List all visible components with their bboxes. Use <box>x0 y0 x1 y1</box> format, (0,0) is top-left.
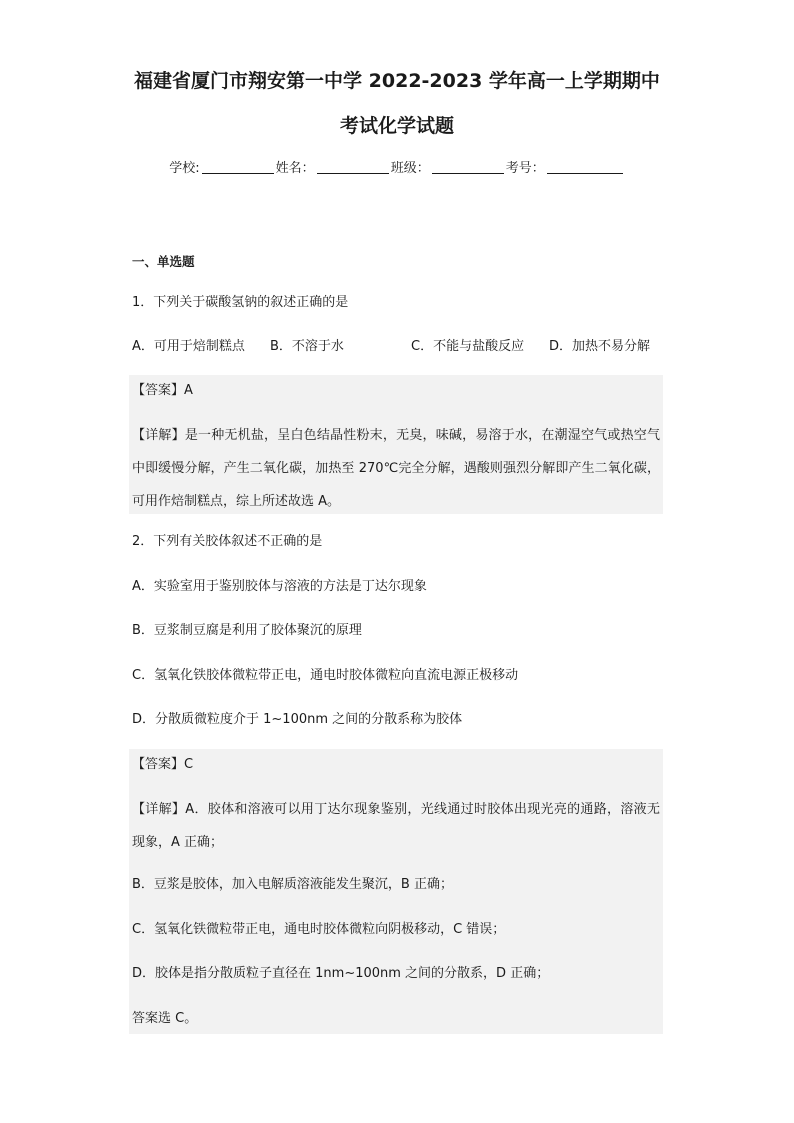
student-info-row <box>0 159 794 179</box>
question-2-detail-d: D．胶体是指分散质粒子直径在 1nm~100nm 之间的分散系，D 正确； <box>132 966 550 981</box>
exam-no-blank <box>547 159 623 174</box>
school-label: 学校: <box>169 161 200 176</box>
question-2-option-d: D．分散质微粒度介于 1~100nm 之间的分散系称为胶体 <box>132 712 463 727</box>
question-2-detail-a: 【详解】A．胶体和溶液可以用丁达尔现象鉴别，光线通过时胶体出现光亮的通路，溶液无现象，A 正确； <box>132 802 660 850</box>
question-2-option-b: B．豆浆制豆腐是利用了胶体聚沉的原理 <box>132 623 362 638</box>
exam-no-label: 考号： <box>505 161 545 176</box>
question-2-stem: 2．下列有关胶体叙述不正确的是 <box>132 534 323 549</box>
question-1-detail: 【详解】是一种无机盐，呈白色结晶性粉末，无臭，味碱，易溶于水，在潮湿空气或热空气中即缓慢分解，产生二氧化碳，加热至 270℃完全分解，遇酸则强烈分解即产生二氧化碳，可用作焙制糕点，综上所述故选 A。 <box>132 428 660 509</box>
name-blank <box>317 159 389 174</box>
class-label: 班级： <box>390 161 430 176</box>
question-2-detail-b: B．豆浆是胶体，加入电解质溶液能发生聚沉，B 正确； <box>132 877 453 892</box>
question-2-conclusion: 答案选 C。 <box>132 1011 198 1026</box>
question-1-option-b: B．不溶于水 <box>270 339 344 354</box>
section-title: 一、单选题 <box>132 254 195 269</box>
question-2-detail-c: C．氢氧化铁微粒带正电，通电时胶体微粒向阴极移动，C 错误； <box>132 922 506 937</box>
question-2-answer: 【答案】C <box>132 757 194 772</box>
document-title-line-2: 考试化学试题 <box>339 115 454 137</box>
question-1-answer: 【答案】A <box>132 383 193 398</box>
question-1-option-c: C．不能与盐酸反应 <box>411 339 525 354</box>
question-2-option-a: A．实验室用于鉴别胶体与溶液的方法是丁达尔现象 <box>132 579 427 594</box>
class-blank <box>432 159 504 174</box>
question-1-option-a: A．可用于焙制糕点 <box>132 339 245 354</box>
question-1-option-d: D．加热不易分解 <box>549 339 651 354</box>
document-title-line-1: 福建省厦门市翔安第一中学 2022-2023 学年高一上学期期中 <box>134 70 660 92</box>
school-blank <box>202 159 274 174</box>
question-1-stem: 1．下列关于碳酸氢钠的叙述正确的是 <box>132 295 349 310</box>
question-2-option-c: C．氢氧化铁胶体微粒带正电，通电时胶体微粒向直流电源正极移动 <box>132 668 519 683</box>
name-label: 姓名： <box>275 161 315 176</box>
